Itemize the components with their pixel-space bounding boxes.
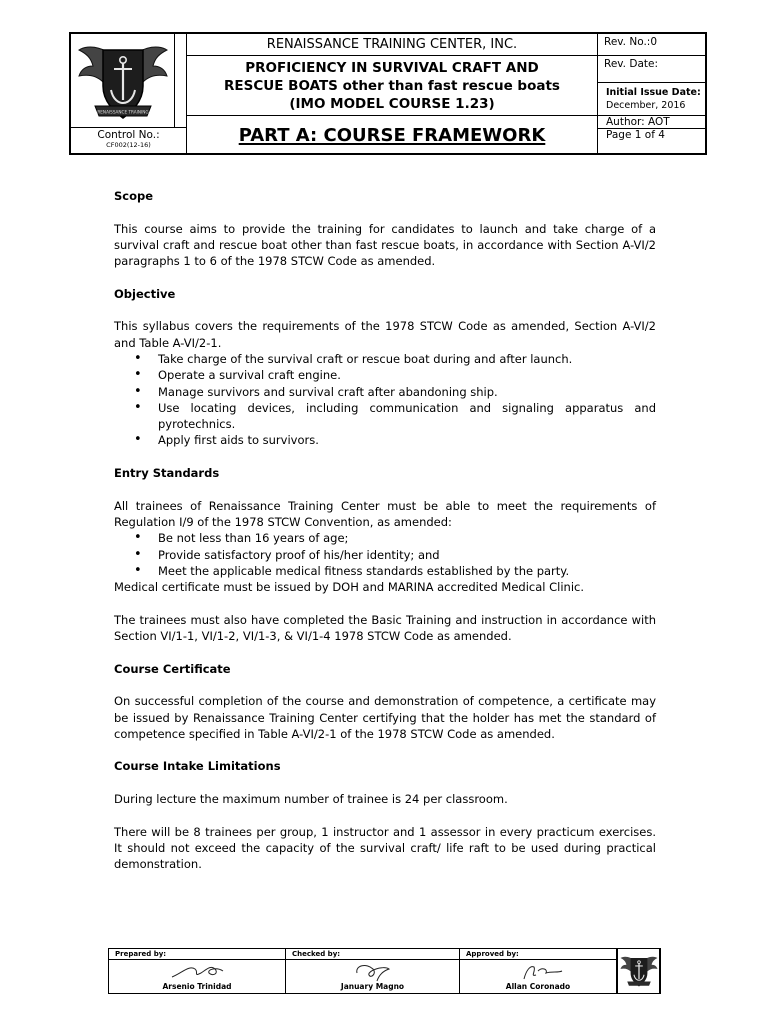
entry-training-text: The trainees must also have completed the Basic Training and instruction in accordance with Section VI/1-1, VI/1-2, VI/1-3, & VI/1-4 1978 STCW Code as amended. xyxy=(114,612,656,644)
section-heading-course-certificate: Course Certificate xyxy=(114,661,231,676)
scope-text: This course aims to provide the training for candidates to launch and take charge of a survival craft and rescue boat other than fast rescue boats, in accordance with Section A-VI/2 paragraphs 1 to 6 of the 1978 STCW Code as amended. xyxy=(114,221,656,269)
prepared-by-cell xyxy=(109,949,286,993)
footer-logo-cell xyxy=(617,948,661,994)
signature-footer xyxy=(108,948,660,994)
entry-text: All trainees of Renaissance Training Center must be able to meet the requirements of Regulation I/9 of the 1978 STCW Convention, as amended: xyxy=(114,498,656,529)
objective-text: This syllabus covers the requirements of the 1978 STCW Code as amended, Section A-VI/2 and Table A-VI/2-1. xyxy=(114,319,656,350)
list-item: • Take charge of the survival craft or rescue boat during and after launch. xyxy=(158,351,656,367)
course-title-line: PROFICIENCY IN SURVIVAL CRAFT AND xyxy=(245,60,539,76)
svg-text:RENAISSANCE TRAINING: RENAISSANCE TRAINING xyxy=(97,109,149,115)
checked-by-label: Checked by: xyxy=(286,949,459,960)
list-item: • Manage survivors and survival craft after abandoning ship. xyxy=(158,384,656,400)
certificate-text: On successful completion of the course and demonstration of competence, a certificate may be issued by Renaissance Training Center certifying that the holder has met the standard of competence specified in Table A-VI/2-1 of the 1978 STCW Code as amended. xyxy=(114,694,656,741)
document-body xyxy=(114,188,656,872)
revision-number: Rev. No.:0 xyxy=(598,34,705,56)
entry-medical-text: Medical certificate must be issued by DOH and MARINA accredited Medical Clinic. xyxy=(114,580,585,595)
checked-by-name: January Magno xyxy=(340,982,405,991)
revision-date: Rev. Date: xyxy=(598,56,705,83)
document-header xyxy=(69,32,707,155)
checked-by-cell xyxy=(286,949,460,993)
approved-by-label: Approved by: xyxy=(460,949,616,960)
part-title: PART A: COURSE FRAMEWORK xyxy=(238,125,546,146)
list-item: • Operate a survival craft engine. xyxy=(158,367,656,383)
objective-list xyxy=(114,351,656,449)
approved-by-cell xyxy=(460,949,617,993)
section-heading-scope: Scope xyxy=(114,189,154,203)
list-item: • Use locating devices, including communication and signaling apparatus and pyrotechnics. xyxy=(158,400,656,433)
list-item: • Meet the applicable medical fitness standards established by the party. xyxy=(158,563,656,579)
course-title xyxy=(187,56,598,116)
intake-text: During lecture the maximum number of trainee is 24 per classroom. xyxy=(114,791,508,806)
list-item: • Apply first aids to survivors. xyxy=(158,432,656,448)
control-number-value: CF002(12-16) xyxy=(106,141,151,149)
initial-issue-value: December, 2016 xyxy=(606,100,686,111)
signature-checked xyxy=(343,961,403,983)
course-title-line: (IMO MODEL COURSE 1.23) xyxy=(289,96,495,112)
signature-approved xyxy=(508,961,568,983)
course-title-line: RESCUE BOATS other than fast rescue boats xyxy=(224,78,560,94)
intake-practicum-text: There will be 8 trainees per group, 1 instructor and 1 assessor in every practicum exercises. It should not exceed the capacity of the survival craft/ life raft to be used during practical demonstration. xyxy=(114,824,656,872)
author: Author: AOT xyxy=(598,116,705,129)
control-number-cell xyxy=(71,128,187,155)
list-item: • Provide satisfactory proof of his/her identity; and xyxy=(158,547,656,563)
initial-issue-label: Initial Issue Date: xyxy=(606,87,701,98)
control-number-label: Control No.: xyxy=(97,129,160,141)
list-item: • Be not less than 16 years of age; xyxy=(158,530,656,546)
initial-issue-date xyxy=(598,83,705,116)
signature-prepared xyxy=(167,961,227,981)
approved-by-name: Allan Coronado xyxy=(505,982,571,991)
footer-logo xyxy=(618,949,660,993)
logo-cell xyxy=(71,34,187,128)
company-logo xyxy=(73,36,173,126)
company-name: RENAISSANCE TRAINING CENTER, INC. xyxy=(187,34,598,56)
part-title-cell xyxy=(187,116,598,155)
entry-list xyxy=(114,530,656,579)
section-heading-objective: Objective xyxy=(114,286,176,301)
logo-cell-edge xyxy=(174,34,187,128)
section-heading-entry-standards: Entry Standards xyxy=(114,466,220,481)
page-number: Page 1 of 4 xyxy=(606,129,665,141)
section-heading-intake-limitations: Course Intake Limitations xyxy=(114,759,281,774)
prepared-by-label: Prepared by: xyxy=(109,949,285,960)
prepared-by-name: Arsenio Trinidad xyxy=(162,982,232,991)
